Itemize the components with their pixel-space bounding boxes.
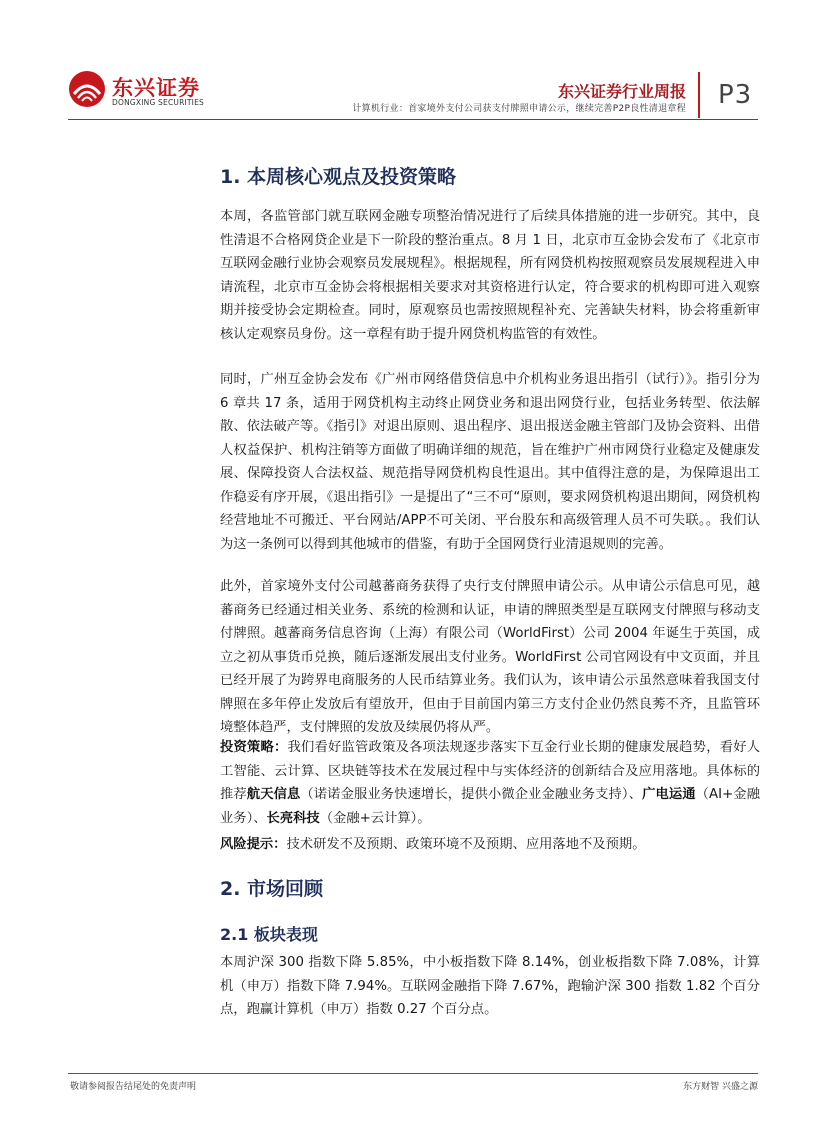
paragraph-sector-performance: 本周沪深 300 指数下降 5.85%，中小板指数下降 8.14%，创业板指数下降 7.08%，计算机（申万）指数下降 7.94%。互联网金融指下降 7.67%，跑输沪深 300 指数 1.82 个百分点，跑赢计算机（申万）指数 0.27 个百分点。	[220, 955, 760, 1017]
strategy-text-b: （诺诺金服业务快速增长，提供小微企业金融业务支持）、	[300, 787, 643, 802]
section-2-title: 2. 市场回顾	[220, 878, 324, 900]
paragraph-risk	[220, 833, 760, 857]
paragraph-guangzhou: 同时，广州互金协会发布《广州市网络借贷信息中介机构业务退出指引（试行）》。指引分为 6 章共 17 条，适用于网贷机构主动终止网贷业务和退出网贷行业，包括业务转型、依法解散、依法破产等。《指引》对退出原则、退出程序、退出报送金融主管部门及协会资料、出借人权益保护、机构注销等方面做了明确详细的规范，旨在维护广州市网贷行业稳定及健康发展、保障投资人合法权益、规范指导网贷机构良性退出。其中值得注意的是，为保障退出工作稳妥有序开展，《退出指引》一是提出了“三不可“原则，要求网贷机构退出期间，网贷机构经营地址不可搬迁、平台网站/APP不可关闭、平台股东和高级管理人员不可失联。。我们认为这一条例可以得到其他城市的借鉴，有助于全国网贷行业清退规则的完善。	[220, 372, 760, 552]
stock-changliang: 长亮科技	[266, 810, 320, 826]
footer-disclaimer: 敬请参阅报告结尾处的免责声明	[70, 1082, 197, 1092]
company-logo	[68, 70, 248, 110]
logo-text-en: DONGXING SECURITIES	[112, 98, 204, 107]
page-number: P3	[718, 80, 753, 110]
header-rule	[68, 119, 758, 120]
paragraph-worldfirst: 此外，首家境外支付公司越蕃商务获得了央行支付牌照申请公示。从申请公示信息可见，越蕃商务已经通过相关业务、系统的检测和认证，申请的牌照类型是互联网支付牌照与移动支付牌照。越蕃商务信息咨询（上海）有限公司（WorldFirst）公司 2004 年诞生于英国，成立之初从事货币兑换，随后逐渐发展出支付业务。WorldFirst 公司官网设有中文页面，并且已经开展了为跨界电商服务的人民币结算业务。我们认为，该申请公示虽然意味着我国支付牌照在多年停止发放后有望放开，但由于目前国内第三方支付企业仍然良莠不齐，且监管环境整体趋严，支付牌照的发放及续展仍将从严。	[220, 579, 760, 735]
logo-text-cn: 东兴证券	[112, 76, 200, 100]
section-1-title: 1. 本周核心观点及投资策略	[220, 166, 457, 188]
strategy-label: 投资策略：	[220, 740, 288, 755]
header-divider	[698, 72, 700, 118]
footer-slogan: 东方财智 兴盛之源	[683, 1082, 758, 1092]
page-header	[0, 0, 827, 130]
strategy-text-d: （金融+云计算）。	[319, 810, 431, 826]
stock-guangdian: 广电运通	[642, 787, 696, 802]
footer-rule	[68, 1073, 758, 1074]
paragraph-beijing: 本周，各监管部门就互联网金融专项整治情况进行了后续具体措施的进一步研究。其中，良性清退不合格网贷企业是下一阶段的整治重点。8 月 1 日，北京市互金协会发布了《北京市互联网金融行业协会观察员发展规程》。根据规程，所有网贷机构按照观察员发展规程进入申请流程，北京市互金协会将根据相关要求对其资格进行认定，符合要求的机构即可进入观察期并接受协会定期检查。同时，原观察员也需按照规程补充、完善缺失材料，协会将重新审核认定观察员身份。这一章程有助于提升网贷机构监管的有效性。	[220, 209, 760, 342]
logo-mark-icon	[68, 70, 106, 108]
stock-hangtian: 航天信息	[246, 787, 301, 802]
report-subtitle: 计算机行业：首家境外支付公司获支付牌照申请公示，继续完善P2P良性清退章程	[352, 104, 686, 114]
risk-text: 技术研发不及预期、政策环境不及预期、应用落地不及预期。	[286, 837, 646, 852]
strategy-text-c: （AI+金融业务）、	[220, 787, 761, 826]
paragraph-investment-strategy	[220, 736, 760, 830]
risk-label: 风险提示：	[220, 837, 287, 852]
strategy-text-a: 我们看好监管政策及各项法规逐步落实下互金行业长期的健康发展趋势，看好人工智能、云计算、区块链等技术在发展过程中与实体经济的创新结合及应用落地。具体标的推荐	[220, 740, 761, 802]
report-title: 东兴证券行业周报	[557, 82, 686, 101]
section-2-1-title: 2.1 板块表现	[220, 925, 318, 944]
